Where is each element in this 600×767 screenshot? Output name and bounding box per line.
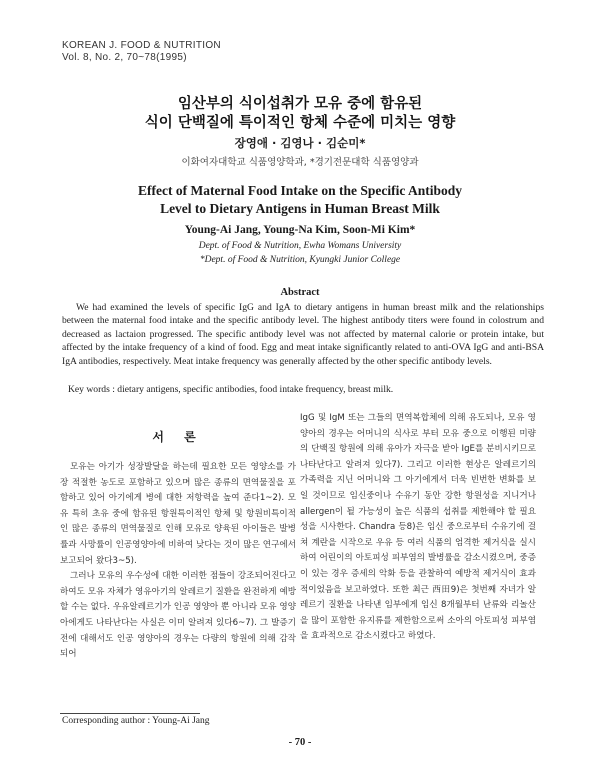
journal-volume: Vol. 8, No. 2, 70~78(1995) xyxy=(62,52,187,63)
english-affiliation-2: *Dept. of Food & Nutrition, Kyungki Junior College xyxy=(199,255,401,265)
page-number: - 70 - xyxy=(288,737,312,748)
korean-affiliation: 이화여자대학교 식품영양학과, *경기전문대학 식품영양과 xyxy=(181,157,419,168)
korean-title-line2: 식이 단백질에 특이적인 항체 수준에 미치는 영향 xyxy=(144,115,456,131)
corresponding-author: Corresponding author : Young-Ai Jang xyxy=(62,716,210,726)
journal-header xyxy=(62,40,221,64)
journal-name: KOREAN J. FOOD & NUTRITION xyxy=(62,40,221,51)
right-column xyxy=(300,411,536,645)
english-authors: Young-Ai Jang, Young-Na Kim, Soon-Mi Kim* xyxy=(184,224,416,236)
body-paragraph: IgG 및 IgM 또는 그들의 면역복합체에 의해 유도되나, 모유 영양아의 경우는 어머니의 식사로 부터 모유 중으로 이행된 미량의 단백질 항원에 의해 유아가 자극을 받아 IgE를 분비시키므로 나타난다고 알려져 있다7). 그리고 이러한 현상은 알레르기의 가족력을 지닌 어머니와 그 아기에게서 더욱 빈번한 변화를 보일 것이므로 임신중이나 수유기 동안 강한 항원성을 지니거나 allergen이 될 가능성이 높은 식품의 섭취를 제한해야 할 필요성을 시사한다. Chandra 등8)은 임신 중으로부터 수유기에 걸쳐 계란을 시작으로 우유 등 여러 식품의 엄격한 제거식을 실시하여 어린이의 아토피성 피부염의 발병률을 감소시켰으며, 중증이 있는 경우 증세의 악화 등을 관찰하여 예방적 제거식이 효과적이었음을 보고하였다. 또한 최근 西田9)은 첫번째 자녀가 알레르기 질환을 나타낸 임부에게 임신 8개월부터 난류와 리놀산을 많이 포함한 유지류를 제한함으로써 소아의 아토피성 피부염을 효과적으로 감소시켰다고 하였다. xyxy=(300,413,536,642)
keywords: Key words : dietary antigens, specific antibodies, food intake frequency, breast milk. xyxy=(68,384,394,395)
body-paragraph: 그러나 모유의 우수성에 대한 이러한 점들이 강조되어진다고 하여도 모유 자체가 영유아기의 알레르기 질환을 완전하게 예방할 수는 없다. 우유알레르기가 인공 영양아 뿐 아니라 모유 영양아에게도 나타난다는 사실은 이미 알려져 있다6~7). 그 발증기전에 대해서도 인공 영양아의 경우는 다량의 항원에 의해 감작되어 xyxy=(60,571,296,660)
left-column xyxy=(60,460,296,663)
korean-title-line1: 임산부의 식이섭취가 모유 중에 함유된 xyxy=(177,96,423,112)
abstract-body xyxy=(62,301,544,368)
korean-authors: 장영애 · 김영나 · 김순미* xyxy=(234,136,366,150)
section-title-introduction: 서 론 xyxy=(152,430,204,444)
abstract-heading: Abstract xyxy=(280,287,320,298)
english-title-line2: Level to Dietary Antigens in Human Breast Milk xyxy=(160,201,440,216)
body-paragraph: 모유는 아기가 성장발달을 하는데 필요한 모든 영양소를 가장 적절한 농도로 포함하고 있으며 많은 종류의 면역물질을 포함하고 있어 아기에게 병에 대한 저항력을 높여 준다1~2). 모유 특히 초유 중에 함유된 항원특이적인 항체 및 항원비특이적인 많은 종류의 면역물질로 인해 모유로 양육된 아이들은 발병률과 사망률이 인공영양아에 비하여 낮다는 것이 많은 연구에서 보고되어 왔다3~5). xyxy=(60,462,296,566)
english-affiliation-1: Dept. of Food & Nutrition, Ewha Womans University xyxy=(198,241,402,251)
english-title-line1: Effect of Maternal Food Intake on the Specific Antibody xyxy=(138,183,462,198)
abstract-text: We had examined the levels of specific IgG and IgA to dietary antigens in human breast milk and the relationships between the maternal food intake and the specific antibody level. The highest antibody titers were found in colostrum and decreased as lactaion progressed. The specific antibody level was not affected by maternal calorie or protein intake, but affected by the intake frequency of a kind of food. Egg and meat intake significantly related to anti-OVA IgG and anti-BSA IgA antibodies, respectively. Meat intake frequency was generally affected by the other specific antibody levels. xyxy=(62,302,544,367)
footnote-rule xyxy=(60,713,200,714)
